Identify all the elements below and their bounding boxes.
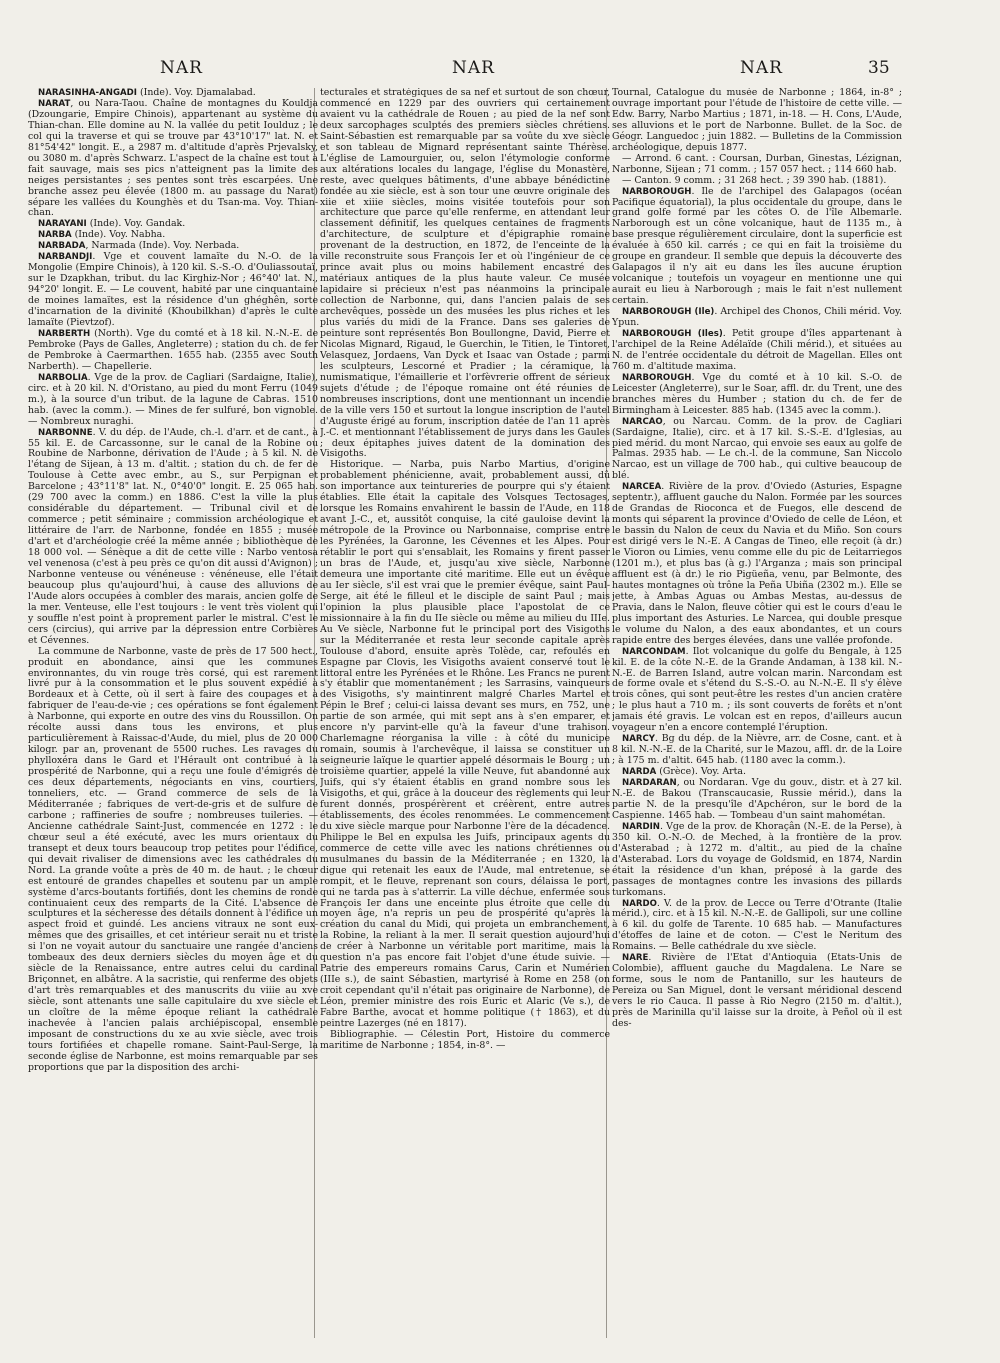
entry-paragraph <box>612 88 902 154</box>
entry-text: , ou Narcau. Comm. de la prov. de Cagliari (Sardaigne, Italie), circ. et à 17 kil. S.-S.-E. d'Iglesias, au pied mérid. du mont Narcao, qui envoie ses eaux au golfe de Palmas. 2935 hab. — Le ch.-l. de la commune, San Niccolo Narcao, est un village de 700 hab., qui cultive beaucoup de blé. <box>612 415 902 482</box>
entry-headword: NARDO <box>622 898 657 909</box>
entry-text: — Arrond. 6 cant. : Coursan, Durban, Ginestas, Lézignan, Narbonne, Sijean ; 71 comm. ; 157 057 hect. ; 114 660 hab. <box>612 152 902 175</box>
entry-text: Tournal, Catalogue du musée de Narbonne ; 1864, in-8° ; ouvrage important pour l'étude de l'histoire de cette ville. — Edw. Barry, Narbo Martius ; 1871, in-18. — H. Cons, L'Aude, ses alluvions et le port de Narbonne. Bullet. de la Soc. de Géogr. Languedoc ; juin 1882. — Bulletins de la Commission archéologique, depuis 1877. <box>612 88 902 153</box>
dictionary-entry <box>612 329 902 373</box>
entry-text: — Canton. 9 comm. ; 31 268 hect. ; 39 390 hab. (1881). <box>622 174 887 186</box>
entry-headword: NARAT <box>38 98 71 109</box>
entry-headword: NARBADA <box>38 241 86 252</box>
dictionary-entry <box>612 822 902 899</box>
entry-text: . Vge de la prov. de Cagliari (Sardaigne, Italie), circ. et à 20 kil. N. d'Oristano, au pied du mont Ferru (1049 m.), à la source d'un tribut. de la lagune de Cabras. 1510 hab. (avec la comm.). — Mines de fer sulfuré, bon vignoble. — Nombreux nuraghi. <box>28 371 318 427</box>
dictionary-entry <box>28 252 318 329</box>
entry-text: . Bg du dép. de la Nièvre, arr. de Cosne, cant. et à 8 kil. N.-N.-E. de la Charité, sur le Mazou, affl. dr. de la Loire ; à 175 m. d'altit. 645 hab. (1180 avec la comm.). <box>612 733 902 767</box>
entry-text: , ou Nordaran. Vge du gouv., distr. et à 27 kil. N.-E. de Bakou (Transcaucasie, Russie mérid.), dans la partie N. de la presqu'île d'Apchéron, sur le bord de la Caspienne. 1465 hab. — Tombeau d'un saint mahométan. <box>612 777 902 821</box>
entry-headword: NARAYANI <box>38 219 87 230</box>
entry-text: . Ilot volcanique du golfe du Bengale, à 125 kil. E. de la côte N.-E. de la Grande Andaman, à 138 kil. N.-N.-E. de Barren Island, autre volcan marin. Narcondam est de forme ovale et s'étend du S.-S.-O. au N.-N.-E. Il s'y élève trois cônes, qui sont peut-être les restes d'un ancien cratère ; le plus haut a 710 m. ; ils sont couverts de forêts et n'ont jamais été gravis. Le volcan est en repos, d'ailleurs aucun voyageur n'en a encore contemplé l'éruption. <box>612 645 902 734</box>
entry-text: . Ile de l'archipel des Galapagos (océan Pacifique équatorial), la plus occidentale du groupe, dans le grand golfe formé par les côtes O. de l'île Albemarle. Narborough est un cône volcanique, haut de 1135 m., à base presque régulièrement circulaire, dont la superficie est évaluée à 650 kil. carrés ; ce qui en fait la troisième du groupe en grandeur. Il semble que depuis la découverte des Galapagos il n'y ait eu dans les îles aucune éruption volcanique ; toutefois un voyageur en mentionne une qui aurait eu lieu à Narborough ; mais le fait n'est nullement certain. <box>612 185 902 307</box>
entry-headword: NARBA <box>38 230 72 241</box>
entry-text: . Vge de la prov. de Khoraçân (N.-E. de la Perse), à 350 kil. O.-N.-O. de Meched, à la frontière de la prov. d'Asterabad ; à 1272 m. d'altit., au pied de la chaîne d'Asterabad. Lors du voyage de Goldsmid, en 1874, Nardin était la résidence d'un khan, préposé à la garde des passages de montagnes contre les invasions des pillards turkomans. <box>612 820 902 898</box>
entry-headword: NARBANDJI <box>38 252 93 263</box>
dictionary-entry <box>612 647 902 735</box>
dictionary-entry <box>612 307 902 329</box>
entry-text: Historique. — Narba, puis Narbo Martius, d'origine probablement phénicienne, avait, probablement aussi, dû son importance aux teintureries de pourpre qui s'y étaient établies. Elle était la capitale des Volsques Tectosages, lorsque les Romains envahirent le bassin de l'Aude, en 118 avant J.-C., et, aussitôt conquise, la cité gauloise devint la métropole de la Province ou Narbonnaise, comprise entre les Pyrénées, la Garonne, les Cévennes et les Alpes. Pour rétablir le port qui s'ensablait, les Romains y firent passer un bras de l'Aude, et, jusqu'au xive siècle, Narbonne demeura une importante cité maritime. Elle eut un évêque au Ier siècle, s'il est vrai que le premier évêque, saint Paul-Serge, ait été le filleul et le disciple de saint Paul ; mais l'opinion la plus plausible place l'apostolat de ce missionnaire à la fin du IIe siècle ou même au milieu du IIIe. Au Ve siècle, Narbonne fut le principal port des Visigoths sur la Méditerranée et resta leur seconde capitale après Toulouse d'abord, ensuite après Tolède, car, refoulés en Espagne par Clovis, les Visigoths avaient conservé tout le littoral entre les Pyrénées et le Rhône. Les Francs ne purent s'y établir que momentanément ; les Sarrasins, vainqueurs des Visigoths, s'y maintinrent malgré Charles Martel et Pépin le Bref ; celui-ci laissa devant ses murs, en 752, une partie de son armée, qui mit sept ans à s'en emparer, et encore n'y parvint-elle qu'à la faveur d'une trahison. Charlemagne réorganisa la ville : à côté du municipe romain, soumis à l'archevêque, il laissa se constituer un seigneurie laïque le quartier appelé désormais le Bourg ; un troisième quartier, appelé la ville Neuve, fut abandonné aux Juifs, qui s'y étaient établis en grand nombre sous les Visigoths, et qui, grâce à la douceur des règlements qui leur furent donnés, prospérèrent et créèrent, entre autres établissements, des écoles renommées. Le commencement du xive siècle marque pour Narbonne l'ère de la décadence. Philippe le Bel en expulsa les Juifs, principaux agents du commerce de cette ville avec les nations chrétiennes ou musulmanes du bassin de la Méditerranée ; en 1320, la digue qui retenait les eaux de l'Aude, mal entretenue, se rompit, et le fleuve, reprenant son cours, délaissa le port, qui ne tarda pas à s'atterrir. La ville déchue, enfermée sous François Ier dans une enceinte plus étroite que celle du moyen âge, n'a repris un peu de prospérité qu'après la création du canal du Midi, qui projeta un embranchement, la Robine, la reliant à la mer. Il serait question aujourd'hui de créer à Narbonne un véritable port maritime, mais la question n'a pas encore fait l'objet d'une étude suivie. — Patrie des empereurs romains Carus, Carin et Numérien (IIIe s.), de saint Sébastien, martyrisé à Rome en 258 (on croit cependant qu'il n'était pas originaire de Narbonne), de Léon, premier ministre des rois Euric et Alaric (Ve s.), de Fabre Barthe, avocat et homme politique († 1863), et du peintre Lazerges (né en 1817). <box>320 459 610 1030</box>
text-column-middle <box>320 88 610 1343</box>
entry-text: . V. de la prov. de Lecce ou Terre d'Otrante (Italie mérid.), circ. et à 15 kil. N.-N.-E. de Gallipoli, sur une colline à 6 kil. du golfe de Tarente. 10 685 hab. — Manufactures d'étoffes de laine et de coton. — C'est le Neritum des Romains. — Belle cathédrale du xve siècle. <box>612 897 902 953</box>
entry-headword: NARBONNE <box>38 427 93 438</box>
dictionary-entry <box>612 899 902 954</box>
entry-paragraph <box>320 460 610 1030</box>
dictionary-entry <box>612 778 902 822</box>
entry-text: (Inde). Voy. Gandak. <box>86 218 186 230</box>
dictionary-entry <box>28 373 318 428</box>
entry-headword: NARBOROUGH <box>622 372 692 383</box>
entry-text: . Rivière de l'Etat d'Antioquia (Etats-Unis de Colombie), affluent gauche du Magdalena. Le Nare se forme, sous le nom de Pantanillo, sur les hauteurs de Pereiza ou San Miguel, dont le versant méridional descend vers le rio Cauca. Il passe à Rio Negro (2150 m. d'altit.), près de Marinilla qu'il laisse sur la droite, à Peñol où il est des- <box>612 952 902 1030</box>
entry-headword: NARBOROUGH (Ile) <box>622 307 715 318</box>
entry-text: . V. du dép. de l'Aude, ch.-l. d'arr. et de cant., à 55 kil. E. de Carcassonne, sur le canal de la Robine ou Roubine de Narbonne, dérivation de l'Aude ; à 5 kil. N. de l'étang de Sijean, à 13 m. d'altit. ; station du ch. de fer de Toulouse à Cette avec embr., au S., sur Perpignan et Barcelone ; 43°11'8" lat. N., 0°40'0" longit. E. 25 065 hab. (29 700 avec la comm.) en 1886. C'est la ville la plus considérable du département. — Tribunal civil et de commerce ; petit séminaire ; commission archéologique et littéraire de l'arr. de Narbonne, fondée en 1855 ; musée d'art et d'archéologie créé la même année ; bibliothèque de 18 000 vol. — Sénèque a dit de cette ville : Narbo ventosa vel venenosa (c'est à peu près ce qu'on dit aussi d'Avignon) ; Narbonne venteuse ou vénéneuse : vénéneuse, elle l'était beaucoup plus qu'aujourd'hui, à cause des alluvions de l'Aude alors occupées à combler des marais, ancien golfe de la mer. Venteuse, elle l'est toujours : le vent très violent qui y souffle n'est point à proprement parler le mistral. C'est le cers (circius), qui arrive par la dépression entre Corbières et Cévennes. <box>28 426 318 646</box>
entry-text: La commune de Narbonne, vaste de près de 17 500 hect., produit en abondance, ainsi que les communes environnantes, du vin rouge très corsé, qui est rarement livré pur à la consommation et le plus souvent expédié à Bordeaux et à Cette, où il sert à faire des coupages et à fabriquer de l'eau-de-vie ; ces opérations se font également à Narbonne, qui exporte en outre des vins du Roussillon. On récolte aussi dans tous les environs, et plus particulièrement à Raissac-d'Aude, du miel, plus de 20 000 kilogr. par an, provenant de 5500 ruches. Les ravages du phylloxéra dans le Gard et l'Hérault ont contribué à la prospérité de Narbonne, qui a reçu une foule d'émigrés de ces deux départements, négociants en vins, courtiers, tonneliers, etc. — Grand commerce de sels de la Méditerranée ; fabriques de vert-de-gris et de sulfure de carbone ; raffineries de soufre ; nombreuses tuileries. — Ancienne cathédrale Saint-Just, commencée en 1272 : le chœur seul a été exécuté, avec les murs orientaux du transept et deux tours beaucoup trop petites pour l'édifice, qui devait rivaliser de dimensions avec les cathédrales du Nord. La grande voûte a près de 40 m. de haut. ; le chœur est entouré de grandes chapelles et soutenu par un ample système d'arcs-boutants fortifiés, dont les chemins de ronde continuaient ceux des remparts de la Cité. L'absence de sculptures et la sécheresse des détails donnent à l'édifice un aspect froid et guindé. Les anciens vitraux ne sont eux-mêmes que des grisailles, et cet intérieur serait nu et triste si l'on ne voyait autour du sanctuaire une rangée d'anciens tombeaux des deux derniers siècles du moyen âge et du siècle de la Renaissance, entre autres celui du cardinal Briçonnet, en albâtre. A la sacristie, qui renferme des objets d'art très remarquables et des manuscrits du viiie au xve siècle, sont attenants une salle capitulaire du xve siècle et un cloître de la même époque reliant la cathédrale inachevée à l'ancien palais archiépiscopal, ensemble imposant de constructions du xe au xvie siècle, avec trois tours fortifiées et chapelle romane. Saint-Paul-Serge, la seconde église de Narbonne, est moins remarquable par ses proportions que par la disposition des archi- <box>28 645 318 1073</box>
page-number: 35 <box>868 58 890 78</box>
entry-headword: NARASINHA-ANGADI <box>38 88 137 98</box>
dictionary-entry <box>612 187 902 307</box>
entry-headword: NARBOLIA <box>38 372 88 383</box>
entry-text: (Inde). Voy. Nabha. <box>71 229 166 241</box>
text-column-left <box>28 88 318 1343</box>
entry-paragraph <box>612 154 902 176</box>
dictionary-entry <box>612 953 902 1030</box>
header-word-right: NAR <box>740 58 783 78</box>
entry-text: . Rivière de la prov. d'Oviedo (Asturies, Espagne septentr.), affluent gauche du Nalon. Formée par les sources de Grandas de Rioconca et de Fuegos, elle descend de monts qui séparent la province d'Oviedo de celle de Léon, et le bassin du Nalon de ceux du Navia et du Miño. Son cours est dirigé vers le N.-E. A Cangas de Tineo, elle reçoit (à dr.) le Vioron ou Limies, venu comme elle du pic de Leitarriegos (1201 m.), et plus bas (à g.) l'Arganza ; mais son principal affluent est (à dr.) le rio Pigüeña, venu, par Belmonte, des hautes montagnes où trône la Peña Ubiña (2302 m.). Elle se jette, à Ambas Aguas ou Ambas Mestas, au-dessus de Pravia, dans le Nalon, fleuve côtier qui est le cours d'eau le plus important des Asturies. Le Narcea, qui double presque le volume du Nalon, a des eaux abondantes, et un cours rapide entre des berges élevées, dans une vallée profonde. <box>612 481 902 646</box>
entry-text: . Petit groupe d'îles appartenant à l'archipel de la Reine Adélaïde (Chili mérid.), et situées au N. de l'entrée occidentale du détroit de Magellan. Elles ont 760 m. d'altitude maxima. <box>612 327 902 372</box>
entry-paragraph <box>28 647 318 1074</box>
entry-headword: NARDIN <box>622 821 660 832</box>
entry-headword: NARDA <box>622 767 657 778</box>
dictionary-entry <box>28 428 318 647</box>
entry-headword: NARBERTH <box>38 328 91 339</box>
dictionary-entry <box>612 417 902 483</box>
dictionary-entry <box>28 99 318 219</box>
header-word-left: NAR <box>160 58 203 78</box>
entry-text: (North). Vge du comté et à 18 kil. N.-N.-E. de Pembroke (Pays de Galles, Angleterre) ; station du ch. de fer de Pembroke à Caermarthen. 1655 hab. (2355 avec South Narberth). — Chapellerie. <box>28 327 318 372</box>
entry-text: . Archipel des Chonos, Chili mérid. Voy. Ypun. <box>612 306 902 329</box>
entry-headword: NARBOROUGH (Iles) <box>622 328 723 339</box>
entry-text: , Narmada (Inde). Voy. Nerbada. <box>85 240 240 252</box>
entry-text: tecturales et stratégiques de sa nef et surtout de son chœur, commencé en 1229 par des ouvriers qui certainement avaient vu la cathédrale de Rouen ; au pied de la nef sont deux sarcophages sculptés des premiers siècles chrétiens. Saint-Sébastien est remarquable par sa voûte du xve siècle et son tableau de Mignard représentant sainte Thérèse. L'église de Lamourguier, ou, selon l'étymologie conforme aux altérations locales du langage, l'église du Monastère, reste, avec quelques bâtiments, d'une abbaye bénédictine fondée au xie siècle, est à son tour une œuvre originale des xiie et xiiie siècles, moins visitée toutefois pour son architecture que parce qu'elle renferme, en attendant leur classement définitif, les quelques centaines de fragments d'architecture, de sculpture et d'épigraphie romaine provenant de la destruction, en 1872, de l'enceinte de la ville reconstruite sous François Ier et où l'ingénieur de ce prince avait plus ou moins habilement encastré des matériaux antiques de la plus haute valeur. Ce musée lapidaire si précieux n'est pas néanmoins la principale collection de Narbonne, qui, dans l'ancien palais de ses archevêques, possède un des musées les plus riches et les plus variés du midi de la France. Dans ses galeries de peinture sont représentés Bon Boullongne, David, Pierre et Nicolas Mignard, Rigaud, le Guerchin, le Titien, le Tintoret, Velasquez, Jordaens, Van Dyck et Isaac van Ostade ; parmi les sculpteurs, Lescorné et Pradier ; la céramique, la numismatique, l'émaillerie et l'orfèvrerie offrent de sérieux sujets d'étude ; de l'époque romaine ont été réunies de nombreuses inscriptions, dont une mentionnant un incendie de la ville vers 150 et surtout la longue inscription de l'autel d'Auguste érigé au forum, inscription datée de l'an 11 après J.-C. et mentionnant l'établissement de jurys dans les Gaules ; deux épitaphes juives datent de la domination des Visigoths. <box>320 88 610 460</box>
entry-headword: NARBOROUGH <box>622 186 692 197</box>
entry-text: Bibliographie. — Célestin Port, Histoire du commerce maritime de Narbonne ; 1854, in-8°. — <box>320 1028 610 1051</box>
entry-headword: NARE <box>622 953 649 964</box>
dictionary-entry <box>28 329 318 373</box>
page-header <box>0 58 1000 84</box>
entry-paragraph <box>320 88 610 460</box>
entry-text: , ou Nara-Taou. Chaîne de montagnes du Kouldja (Dzoungarie, Empire Chinois), appartenant au système du Thian-chan. Elle domine au N. la vallée du petit Ioulduz ; le col qui la traverse et qui se trouve par 43°10'17" lat. N. et 81°54'42" longit. E., a 2987 m. d'altitude d'après Prjevalsky, ou 3080 m. d'après Schwarz. L'aspect de la chaîne est tout à fait sauvage, mais ses pics n'atteignent pas la limite des neiges persistantes ; ses pentes sont très escarpées. Une branche assez peu élevée (1800 m. au passage du Narat) sépare les vallées du Kounghès et du Tsan-ma. Voy. Thian-chan. <box>28 97 318 219</box>
text-column-right <box>612 88 902 1343</box>
dictionary-entry <box>612 734 902 767</box>
entry-headword: NARCY <box>622 734 655 745</box>
entry-headword: NARDARAN <box>622 778 677 789</box>
entry-paragraph <box>320 1030 610 1052</box>
entry-text: (Inde). Voy. Djamalabad. <box>136 88 256 98</box>
entry-text: (Grèce). Voy. Arta. <box>656 766 746 778</box>
entry-text: . Vge et couvent lamaïte du N.-O. de la Mongolie (Empire Chinois), à 120 kil. S.-S.-O. d'Ouliassoutaï, sur le Dzapkhan, tribut. du lac Kirghiz-Nor ; 46°40' lat. N., 94°20' longit. E. — Le couvent, habité par une cinquantaine de moines lamaïtes, est la résidence d'un ghéghên, sorte d'incarnation de la divinité (Khoubilkhan) d'après le culte lamaïte (Pievtzof). <box>28 251 318 329</box>
entry-headword: NARCAO <box>622 416 663 427</box>
header-word-center: NAR <box>452 58 495 78</box>
entry-text: . Vge du comté et à 10 kil. S.-O. de Leicester (Angleterre), sur le Soar, affl. dr. du Trent, une des branches mères du Humber ; station du ch. de fer de Birmingham à Leicester. 885 hab. (1345 avec la comm.). <box>612 371 902 416</box>
entry-headword: NARCEA <box>622 482 662 493</box>
dictionary-entry <box>612 482 902 646</box>
dictionary-entry <box>612 373 902 417</box>
entry-headword: NARCONDAM <box>622 646 686 657</box>
